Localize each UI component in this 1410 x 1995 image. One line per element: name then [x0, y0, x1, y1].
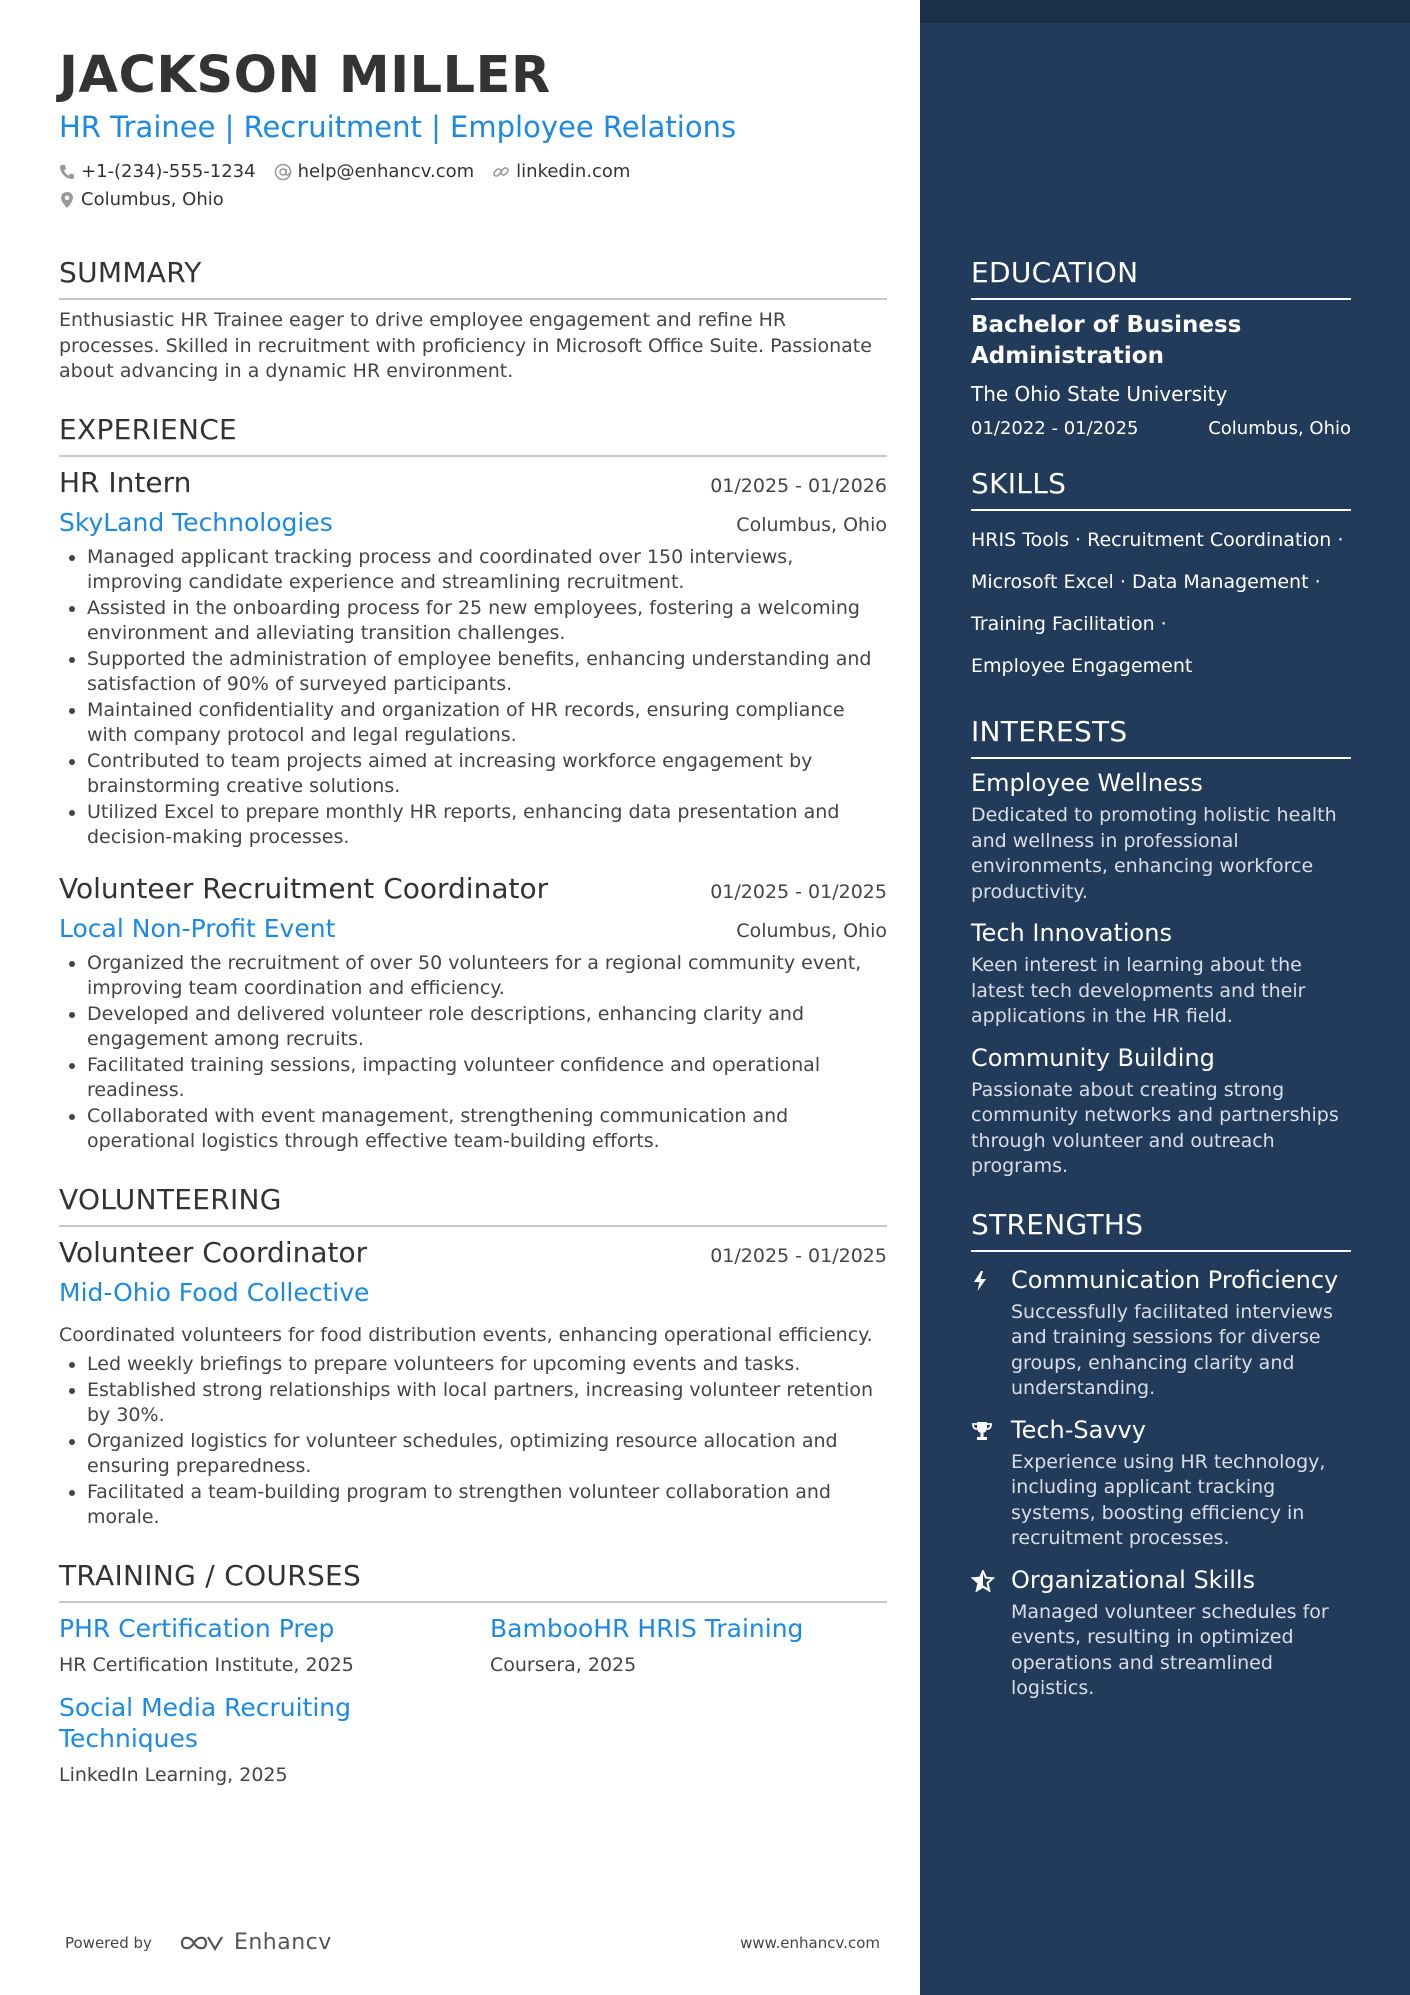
job-bullets [59, 545, 887, 851]
course-item [490, 1613, 890, 1678]
volunteering-title: VOLUNTEERING [59, 1183, 887, 1227]
skills-title: SKILLS [971, 467, 1351, 511]
strengths-section [971, 1208, 1351, 1702]
footer [65, 1930, 880, 1955]
skill-item: Employee Engagement [971, 655, 1193, 677]
volunteer-role: Volunteer Coordinator [59, 1235, 368, 1269]
strength-title: Organizational Skills [1011, 1565, 1256, 1594]
contact-info [59, 158, 887, 214]
company-name: Local Non-Profit Event [59, 913, 336, 943]
education-section [971, 256, 1351, 439]
experience-section [59, 413, 887, 1155]
interest-item [971, 917, 1351, 1030]
trophy-icon [971, 1420, 993, 1442]
training-section [59, 1559, 887, 1788]
candidate-name: JACKSON MILLER [59, 46, 551, 105]
education-dates: 01/2022 - 01/2025 [971, 418, 1139, 439]
interest-title: Employee Wellness [971, 769, 1203, 797]
course-org: LinkedIn Learning, 2025 [59, 1763, 288, 1786]
skills-list: HRIS Tools · Recruitment Coordination · Microsoft Excel · Data Management · Training Facilitation · Employee Engagement [971, 529, 1344, 677]
star-icon [971, 1570, 995, 1592]
interests-section [971, 715, 1351, 1180]
bullet-item: • Maintained confidentiality and organization of HR records, ensuring compliance with company protocol and legal regulations. [87, 698, 887, 749]
bullet-item: • Organized logistics for volunteer schedules, optimizing resource allocation and ensuring preparedness. [87, 1429, 887, 1480]
skill-item: Data Management [1131, 571, 1309, 593]
volunteer-bullets [59, 1352, 887, 1531]
course-name: Social Media Recruiting Techniques [59, 1692, 352, 1753]
course-name: PHR Certification Prep [59, 1613, 335, 1643]
job-title: Volunteer Recruitment Coordinator [59, 871, 549, 905]
skill-item: Microsoft Excel [971, 571, 1114, 593]
linkedin-contact[interactable] [492, 158, 630, 186]
job-entry [59, 465, 887, 851]
strength-text: Experience using HR technology, including applicant tracking systems, boosting efficiency in recruitment processes. [1011, 1450, 1326, 1549]
bullet-item: • Facilitated a team-building program to strengthen volunteer collaboration and morale. [87, 1480, 887, 1531]
strength-item [971, 1414, 1351, 1552]
experience-title: EXPERIENCE [59, 413, 887, 457]
job-dates: 01/2025 - 01/2025 [710, 880, 887, 903]
location-contact [59, 186, 224, 214]
bullet-item: • Developed and delivered volunteer role descriptions, enhancing clarity and engagement among recruits. [87, 1002, 887, 1053]
skill-item: HRIS Tools [971, 529, 1069, 551]
summary-section [59, 256, 887, 385]
strengths-title: STRENGTHS [971, 1208, 1351, 1252]
job-dates: 01/2025 - 01/2026 [710, 474, 887, 497]
phone-contact[interactable] [59, 158, 256, 186]
interests-title: INTERESTS [971, 715, 1351, 759]
interest-text: Dedicated to promoting holistic health and wellness in professional environments, enhancing workforce productivity. [971, 804, 1337, 903]
course-org: HR Certification Institute, 2025 [59, 1653, 354, 1676]
strength-title: Communication Proficiency [1011, 1265, 1339, 1294]
interest-title: Tech Innovations [971, 919, 1172, 947]
strength-text: Successfully facilitated interviews and training sessions for diverse groups, enhancing clarity and understanding. [1011, 1300, 1333, 1399]
volunteer-dates: 01/2025 - 01/2025 [710, 1244, 887, 1267]
strength-text: Managed volunteer schedules for events, resulting in optimized operations and streamlined logistics. [1011, 1600, 1329, 1699]
email-text: help@enhancv.com [297, 161, 475, 182]
skills-section [971, 467, 1351, 687]
at-icon [274, 163, 292, 181]
summary-text: Enthusiastic HR Trainee eager to drive employee engagement and refine HR processes. Skilled in recruitment with proficiency in Microsoft Office Suite. Passionate about advancing in a dynamic HR environment. [59, 309, 872, 382]
summary-title: SUMMARY [59, 256, 887, 300]
volunteer-org: Mid-Ohio Food Collective [59, 1277, 370, 1307]
volunteering-section [59, 1183, 887, 1531]
footer-url[interactable]: www.enhancv.com [740, 1933, 880, 1952]
bullet-item: • Assisted in the onboarding process for 25 new employees, fostering a welcoming environment and alleviating transition challenges. [87, 596, 887, 647]
bullet-item: • Facilitated training sessions, impacting volunteer confidence and operational readiness. [87, 1053, 887, 1104]
job-entry [59, 871, 887, 1155]
bullet-item: • Supported the administration of employee benefits, enhancing understanding and satisfaction of 90% of surveyed participants. [87, 647, 887, 698]
bullet-item: • Established strong relationships with local partners, increasing volunteer retention by 30%. [87, 1378, 887, 1429]
interest-text: Passionate about creating strong community networks and partnerships through volunteer and outreach programs. [971, 1078, 1339, 1177]
email-contact[interactable] [274, 158, 475, 186]
lightning-icon [971, 1270, 989, 1292]
location-pin-icon [59, 191, 75, 209]
interest-item [971, 1042, 1351, 1180]
bullet-item: • Utilized Excel to prepare monthly HR reports, enhancing data presentation and decision-making processes. [87, 800, 887, 851]
interest-text: Keen interest in learning about the latest tech developments and their applications in the HR field. [971, 954, 1306, 1027]
strength-item [971, 1264, 1351, 1402]
strength-item [971, 1564, 1351, 1702]
brand-name[interactable]: Enhancv [233, 1930, 332, 1955]
headline: HR Trainee | Recruitment | Employee Relations [59, 110, 737, 144]
sidebar-top-strip [920, 0, 1410, 23]
course-item [59, 1692, 389, 1788]
bullet-item: • Managed applicant tracking process and coordinated over 150 interviews, improving candidate experience and streamlining recruitment. [87, 545, 887, 596]
school-name: The Ohio State University [971, 382, 1228, 406]
job-bullets [59, 951, 887, 1155]
link-icon [492, 163, 510, 181]
location-text: Columbus, Ohio [81, 189, 224, 210]
interest-title: Community Building [971, 1043, 1215, 1072]
strength-title: Tech-Savvy [1011, 1415, 1146, 1444]
education-title: EDUCATION [971, 256, 1351, 300]
course-item [59, 1613, 490, 1678]
education-location: Columbus, Ohio [1208, 418, 1351, 439]
degree: Bachelor of Business Administration [971, 312, 1242, 369]
sidebar [920, 0, 1410, 1995]
volunteer-description: Coordinated volunteers for food distribution events, enhancing operational efficiency. [59, 1323, 873, 1346]
job-location: Columbus, Ohio [736, 513, 887, 536]
bullet-item: • Contributed to team projects aimed at increasing workforce engagement by brainstorming creative solutions. [87, 749, 887, 800]
bullet-item: • Collaborated with event management, strengthening communication and operational logistics through effective team-building efforts. [87, 1104, 887, 1155]
phone-text: +1-(234)-555-1234 [81, 161, 256, 182]
interest-item [971, 767, 1351, 905]
phone-icon [59, 164, 75, 180]
job-location: Columbus, Ohio [736, 919, 887, 942]
company-name: SkyLand Technologies [59, 507, 333, 537]
skill-item: Training Facilitation [971, 613, 1155, 635]
course-org: Coursera, 2025 [490, 1653, 637, 1676]
job-title: HR Intern [59, 465, 192, 499]
linkedin-text: linkedin.com [516, 161, 631, 182]
skill-item: Recruitment Coordination [1087, 529, 1332, 551]
bullet-item: • Organized the recruitment of over 50 volunteers for a regional community event, improving team coordination and efficiency. [87, 951, 887, 1002]
bullet-item: • Led weekly briefings to prepare volunteers for upcoming events and tasks. [87, 1352, 887, 1378]
powered-by-label: Powered by [65, 1933, 152, 1952]
training-title: TRAINING / COURSES [59, 1559, 887, 1603]
enhancv-logo-icon [178, 1931, 226, 1955]
course-name: BambooHR HRIS Training [490, 1613, 804, 1643]
